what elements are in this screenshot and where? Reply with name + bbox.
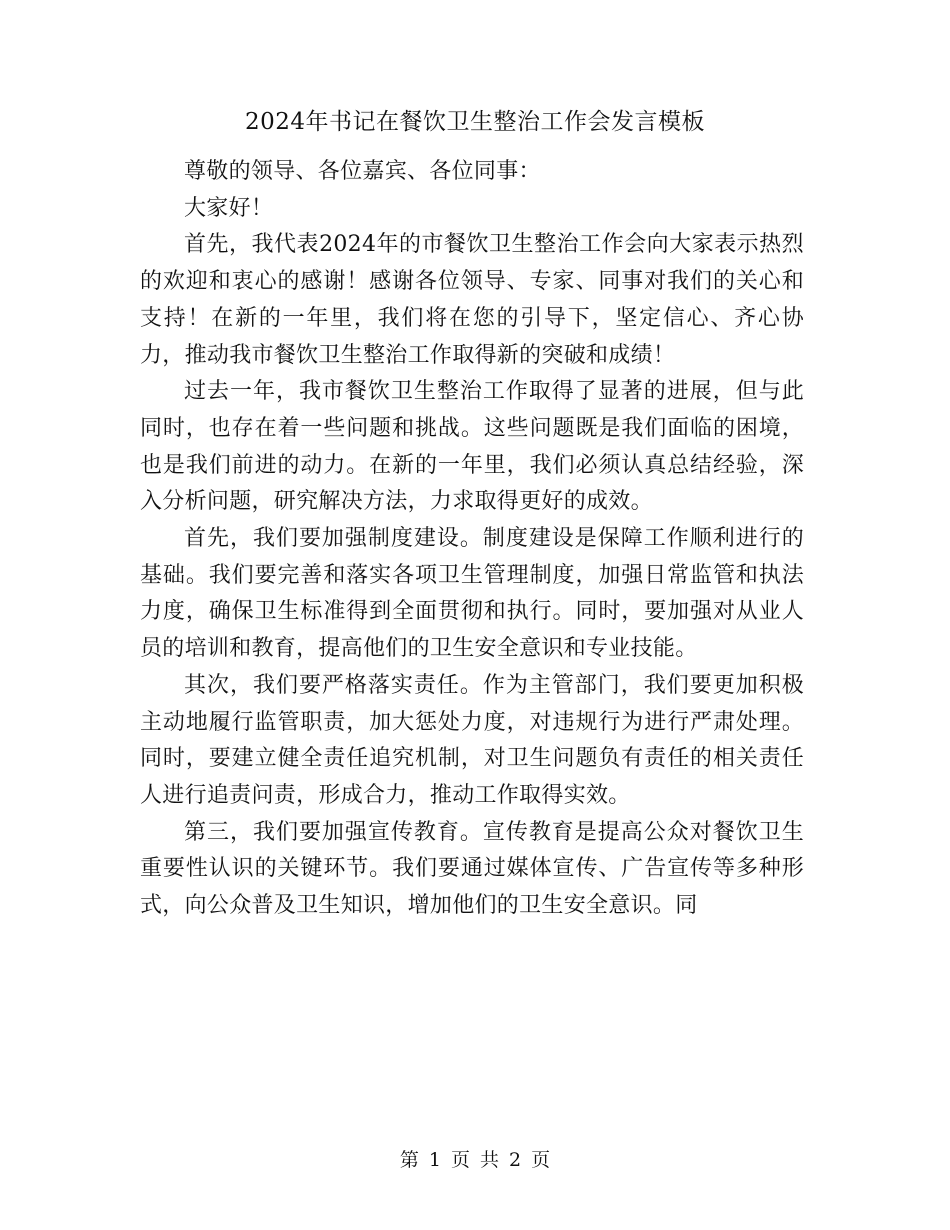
salutation-paragraph: 尊敬的领导、各位嘉宾、各位同事： [184, 159, 541, 184]
greeting-paragraph: 大家好！ [184, 195, 274, 221]
page-number: 第 1 页 共 2 页 [399, 1149, 551, 1171]
system-building-paragraph: 首先，我们要加强制度建设。制度建设是保障工作顺利进行的基础。我们要完善和落实各项卫生管理制度，加强日常监管和执法力度，确保卫生标准得到全面贯彻和执行。同时，要加强对从业人员的培训和教育，提高他们的卫生安全意识和专业技能。 [140, 526, 804, 662]
welcome-paragraph: 首先，我代表2024年的市餐饮卫生整治工作会向大家表示热烈的欢迎和衷心的感谢！感谢各位领导、专家、同事对我们的关心和支持！在新的一年里，我们将在您的引导下，坚定信心、齐心协力，推动我市餐饮卫生整治工作取得新的突破和成绩！ [140, 232, 804, 368]
document-title: 2024年书记在餐饮卫生整治工作会发言模板 [244, 109, 706, 135]
review-paragraph: 过去一年，我市餐饮卫生整治工作取得了显著的进展，但与此同时，也存在着一些问题和挑战。这些问题既是我们面临的困境，也是我们前进的动力。在新的一年里，我们必须认真总结经验，深入分析问题，研究解决方法，力求取得更好的成效。 [140, 379, 804, 515]
document-body [140, 154, 804, 925]
responsibility-paragraph: 其次，我们要严格落实责任。作为主管部门，我们要更加积极主动地履行监管职责，加大惩处力度，对违规行为进行严肃处理。同时，要建立健全责任追究机制，对卫生问题负有责任的相关责任人进行追责问责，形成合力，推动工作取得实效。 [140, 672, 804, 808]
publicity-paragraph: 第三，我们要加强宣传教育。宣传教育是提高公众对餐饮卫生重要性认识的关键环节。我们要通过媒体宣传、广告宣传等多种形式，向公众普及卫生知识，增加他们的卫生安全意识。同 [140, 819, 804, 919]
